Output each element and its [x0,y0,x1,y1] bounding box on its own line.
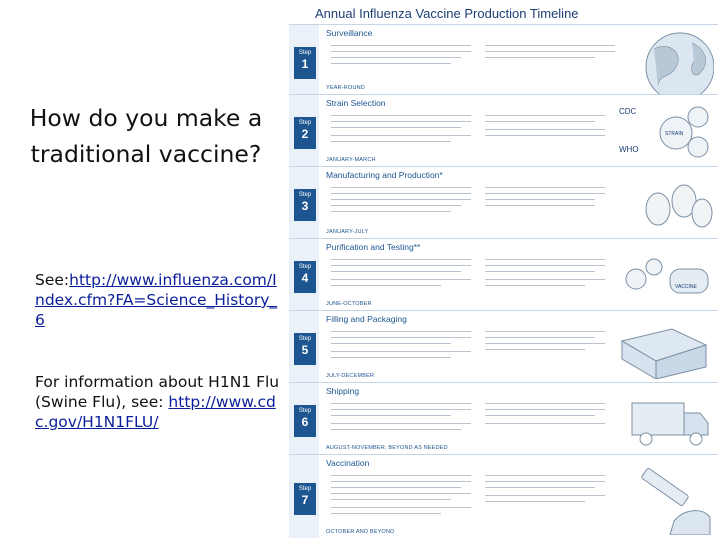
step-row-7 [289,454,718,539]
step-title-surveillance: Surveillance [326,28,373,38]
syringe-icon [614,459,714,540]
slide-title: How do you make a traditional vaccine? [29,104,263,168]
step-badge-3: Step 3 [294,189,316,221]
see-text [35,270,285,330]
cdc-label: CDC [619,107,637,116]
step-title-strain-selection: Strain Selection [326,98,386,108]
step-title-vaccination: Vaccination [326,458,370,468]
step-row-3 [289,166,718,239]
step-when-3: JANUARY-JULY [326,229,369,235]
poster-title: Annual Influenza Vaccine Production Timeline [315,6,579,21]
h1n1-info-text: For information about H1N1 Flu (Swine Flu), see: [35,373,280,411]
vaccine-bottle-icon [614,243,714,312]
step-when-5: JULY-DECEMBER [326,373,375,379]
step-title-shipping: Shipping [326,386,360,396]
vaccine-label: VACCINE [675,284,697,290]
delivery-truck-icon [614,387,714,456]
step-when-1: YEAR-ROUND [326,85,365,91]
egg-icons [614,171,714,240]
step-row-5 [289,310,718,383]
step-when-2: JANUARY-MARCH [326,157,376,163]
step-when-4: JUNE-OCTOBER [326,301,372,307]
step-badge-7: Step 7 [294,483,316,515]
step-title-manufacturing: Manufacturing and Production* [326,170,443,180]
step-row-4 [289,238,718,311]
step-badge-6: Step 6 [294,405,316,437]
step-badge-2: Step 2 [294,117,316,149]
step-badge-5: Step 5 [294,333,316,365]
h1n1-info [35,372,285,432]
vial-tray-icon [614,315,714,384]
cdc-h1n1-link[interactable]: http://www.cdc.gov/H1N1FLU/ [35,393,276,431]
step-row-6 [289,382,718,455]
step-title-purification: Purification and Testing** [326,242,421,252]
who-label: WHO [619,145,639,154]
step-when-7: OCTOBER AND BEYOND [326,529,395,535]
see-prefix: See: [35,271,70,289]
step-title-filling: Filling and Packaging [326,314,407,324]
influenza-link[interactable]: http://www.influenza.com/Index.cfm?FA=Science_History_6 [35,271,278,329]
globe-icon [614,27,714,100]
vaccine-timeline-poster [287,0,720,540]
step-badge-4: Step 4 [294,261,316,293]
step-badge-1: Step 1 [294,47,316,79]
step-row-1 [289,24,718,95]
step-row-2 [289,94,718,167]
step-when-6: AUGUST-NOVEMBER; BEYOND AS NEEDED [326,445,448,451]
strain-label: STRAIN [665,131,684,137]
